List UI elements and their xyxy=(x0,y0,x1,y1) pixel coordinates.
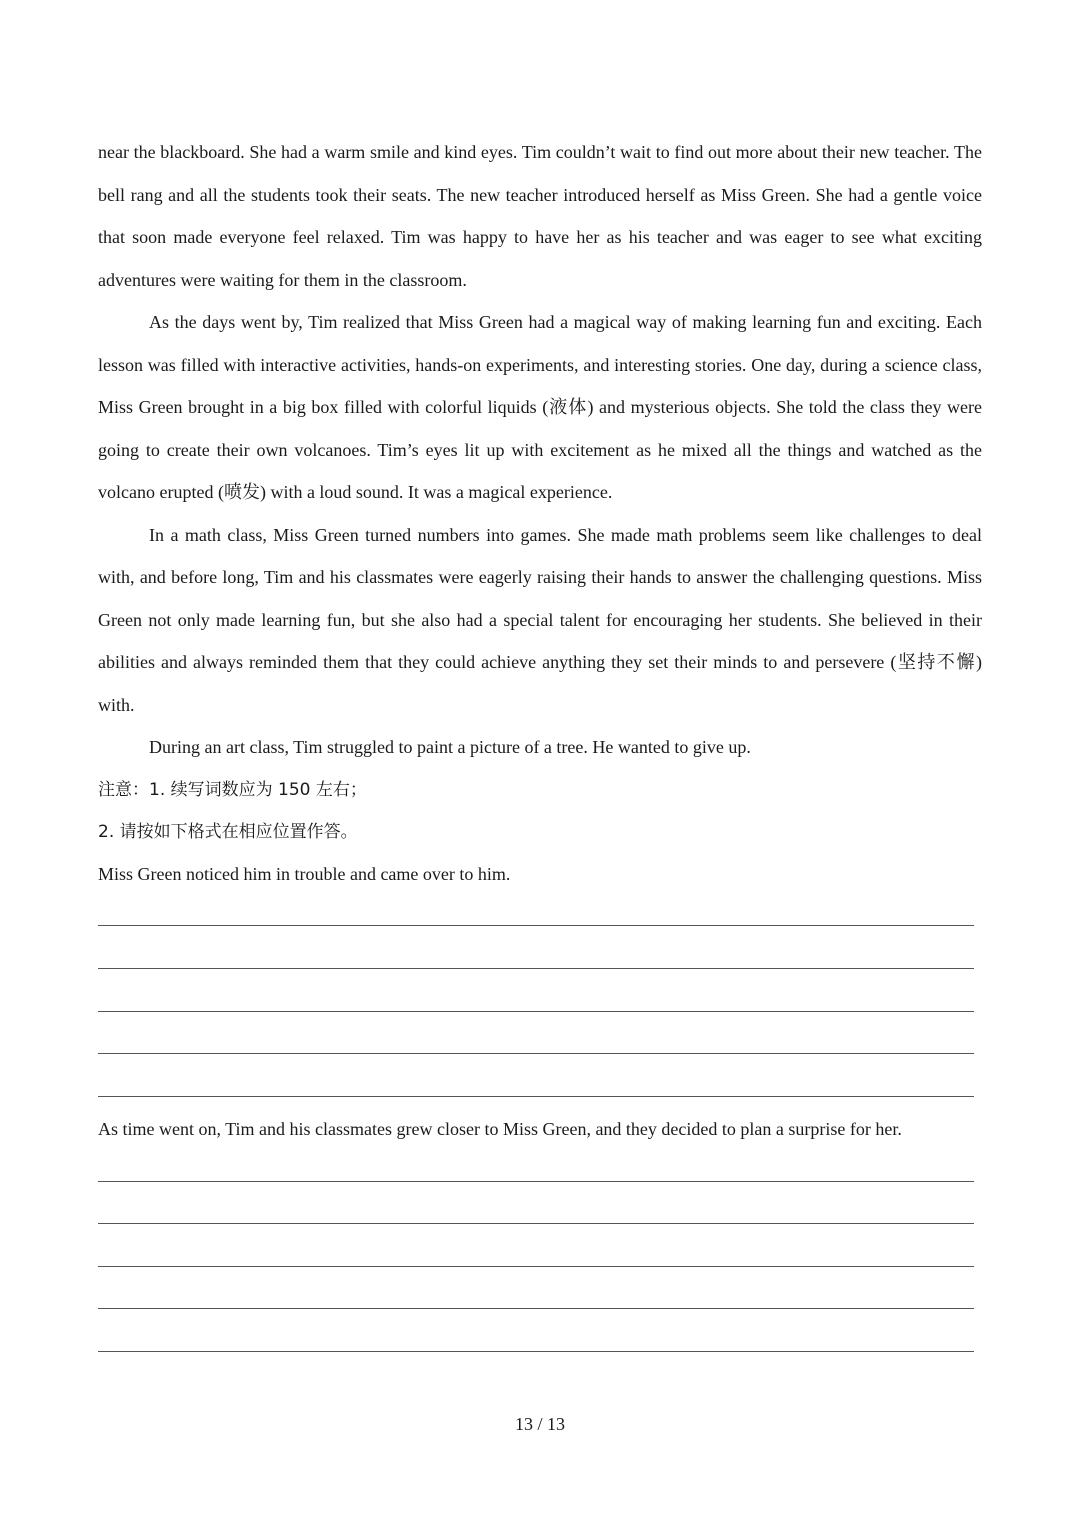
answer-line xyxy=(98,1308,974,1309)
answer-line xyxy=(98,1181,974,1182)
answer-line xyxy=(98,1096,974,1097)
page-number: 13 / 13 xyxy=(514,1414,565,1434)
answer-line xyxy=(98,1266,974,1267)
continuation-prompt-1: Miss Green noticed him in trouble and came over to him. xyxy=(98,864,511,884)
paragraph-4: During an art class, Tim struggled to paint a picture of a tree. He wanted to give up. xyxy=(149,737,751,757)
continuation-prompt-2: As time went on, Tim and his classmates grew closer to Miss Green, and they decided to plan a surprise for her. xyxy=(98,1119,902,1139)
paragraph-3: In a math class, Miss Green turned numbers into games. She made math problems seem like challenges to deal with, and before long, Tim and his classmates were eagerly raising their hands to answer the challenging questions. Miss Green not only made learning fun, but she also had a special talent for encouraging her students. She believed in their abilities and always reminded them that they could achieve anything they set their minds to and persevere (坚持不懈) with. xyxy=(98,524,982,715)
story-text xyxy=(98,131,982,854)
answer-line xyxy=(98,1011,974,1012)
paragraph-1: near the blackboard. She had a warm smile and kind eyes. Tim couldn’t wait to find out more about their new teacher. The bell rang and all the students took their seats. The new teacher introduced herself as Miss Green. She had a gentle voice that soon made everyone feel relaxed. Tim was happy to have her as his teacher and was eager to see what exciting adventures were waiting for them in the classroom. xyxy=(98,142,982,290)
answer-line xyxy=(98,968,974,969)
answer-line xyxy=(98,1351,974,1352)
answer-line xyxy=(98,925,974,926)
paragraph-2: As the days went by, Tim realized that Miss Green had a magical way of making learning fun and exciting. Each lesson was filled with interactive activities, hands-on experiments, and interesting stories. One day, during a science class, Miss Green brought in a big box filled with colorful liquids (液体) and mysterious objects. She told the class they were going to create their own volcanoes. Tim’s eyes lit up with excitement as he mixed all the things and watched as the volcano erupted (喷发) with a loud sound. It was a magical experience. xyxy=(98,312,982,502)
answer-line xyxy=(98,1053,974,1054)
answer-line xyxy=(98,1223,974,1224)
note-line-2: 2. 请按如下格式在相应位置作答。 xyxy=(98,822,358,842)
note-line-1: 注意：1. 续写词数应为 150 左右； xyxy=(98,779,367,800)
